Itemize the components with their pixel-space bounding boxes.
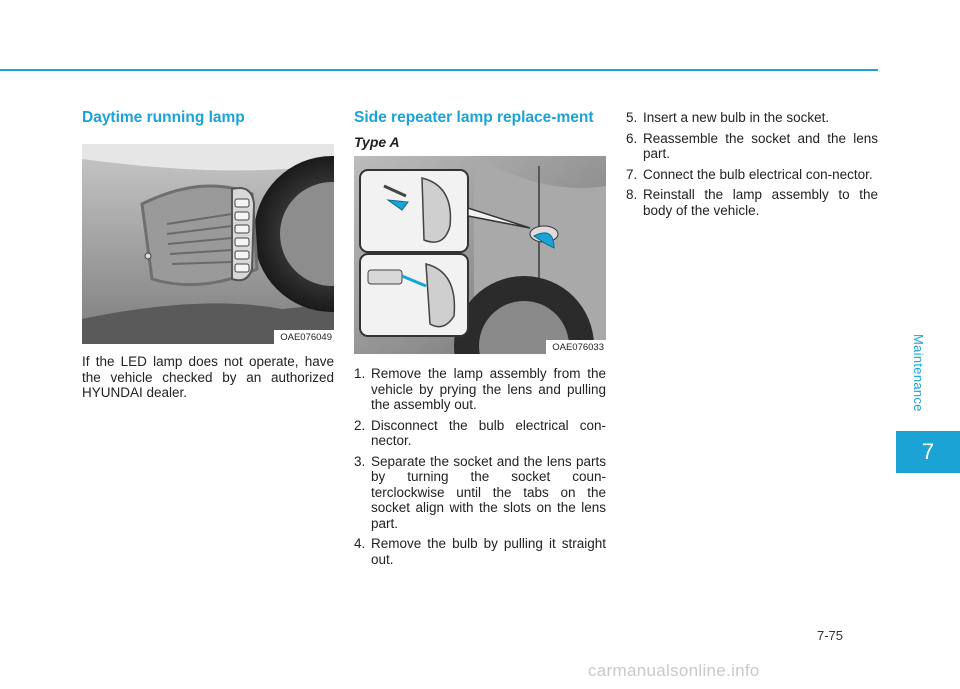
step-number: 2. [354,417,366,433]
daytime-lamp-illustration [82,144,334,344]
step-number: 1. [354,366,366,381]
list-item [354,454,606,532]
step-number: 6. [626,130,638,146]
paragraph-daytime-lamp: If the LED lamp does not operate, have the vehicle checked by an authorized HYUNDAI dealer. [82,354,334,400]
steps-list-2 [626,110,878,218]
list-item [354,536,606,567]
step-number: 5. [626,110,638,125]
chapter-number: 7 [896,431,960,473]
list-item [354,366,606,413]
side-repeater-illustration [354,156,606,354]
list-item [626,187,878,218]
step-text: Remove the lamp assembly from the vehicle by prying the lens and pulling the assembly out. [371,366,606,412]
step-text: Remove the bulb by pulling it straight out. [371,536,606,567]
step-number: 8. [626,187,638,202]
figure-daytime-running-lamp [82,144,334,344]
step-text: Connect the bulb electrical con-nector. [643,166,873,182]
figure-code: OAE076049 [274,330,334,344]
figure-side-repeater [354,156,606,354]
step-text: Separate the socket and the lens parts by turning the socket coun-terclockwise until the tabs on the socket align with the slots on the lens part. [371,453,606,531]
page-number: 7-75 [817,628,844,643]
section-heading-side-repeater: Side repeater lamp replace-ment [354,109,594,126]
figure-code: OAE076033 [546,340,606,354]
step-number: 4. [354,536,366,551]
subheading-type-a: Type A [354,134,400,150]
step-text: Disconnect the bulb electrical con-nector. [371,417,606,448]
watermark: carmanualsonline.info [588,661,760,680]
column-steps-continued [626,110,878,223]
step-text: Insert a new bulb in the socket. [643,110,830,125]
section-heading-daytime-running-lamp: Daytime running lamp [82,109,245,126]
step-number: 3. [354,453,366,469]
step-number: 7. [626,166,638,182]
step-text: Reinstall the lamp assembly to the body of the vehicle. [643,187,878,218]
steps-list-1 [354,366,606,567]
list-item [354,418,606,449]
chapter-tab [896,298,960,468]
step-text: Reassemble the socket and the lens part. [643,130,878,161]
top-rule [0,69,878,71]
column-daytime-running-lamp [82,110,334,401]
section-label: Maintenance [911,334,926,412]
list-item [626,167,878,183]
column-side-repeater [354,110,606,572]
list-item [626,110,878,126]
list-item [626,131,878,162]
